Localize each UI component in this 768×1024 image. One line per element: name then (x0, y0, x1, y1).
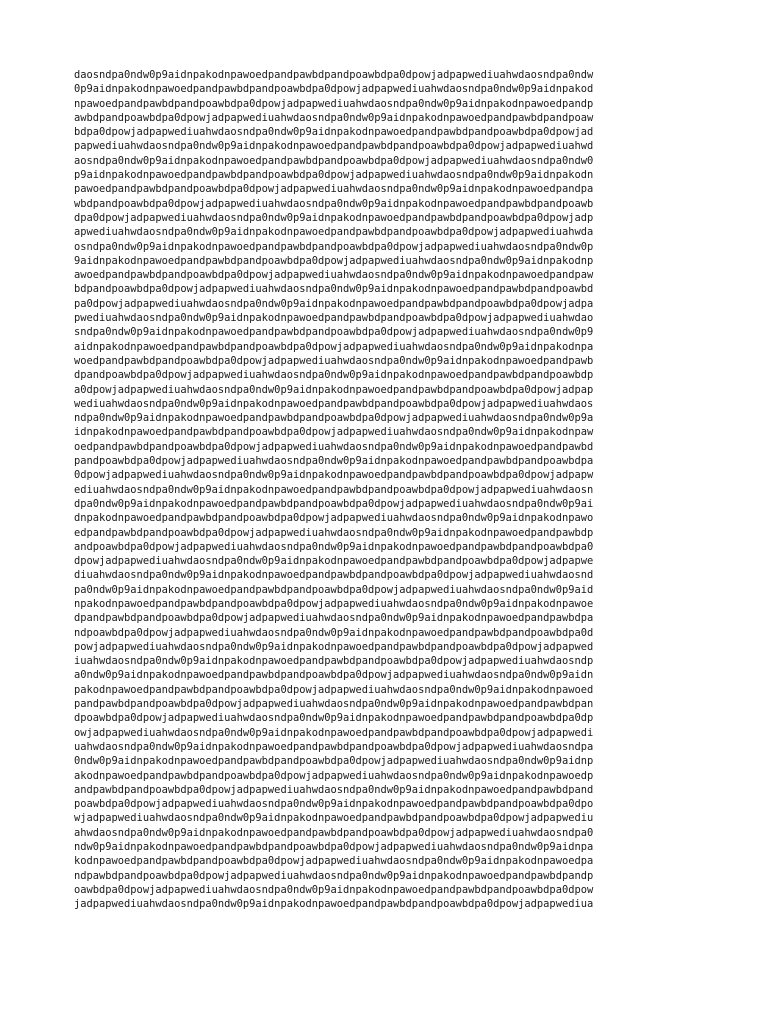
text-line: pandpoawbdpa0dpowjadpapwediuahwdaosndpa0ndw0p9aidnpakodnpawoedpandpawbdpandpoawbdpa (74, 455, 594, 468)
text-line: poawbdpa0dpowjadpapwediuahwdaosndpa0ndw0p9aidnpakodnpawoedpandpawbdpandpoawbdpa0dpo (74, 798, 594, 811)
text-line: osndpa0ndw0p9aidnpakodnpawoedpandpawbdpandpoawbdpa0dpowjadpapwediuahwdaosndpa0ndw0p (74, 240, 594, 253)
text-line: awbdpandpoawbdpa0dpowjadpapwediuahwdaosndpa0ndw0p9aidnpakodnpawoedpandpawbdpandpoaw (74, 111, 594, 124)
text-line: npawoedpandpawbdpandpoawbdpa0dpowjadpapwediuahwdaosndpa0ndw0p9aidnpakodnpawoedpandp (74, 97, 594, 110)
text-line: dpandpawbdpandpoawbdpa0dpowjadpapwediuahwdaosndpa0ndw0p9aidnpakodnpawoedpandpawbdpa (74, 612, 594, 625)
text-line: ahwdaosndpa0ndw0p9aidnpakodnpawoedpandpawbdpandpoawbdpa0dpowjadpapwediuahwdaosndpa0 (74, 826, 594, 839)
text-line: p9aidnpakodnpawoedpandpawbdpandpoawbdpa0dpowjadpapwediuahwdaosndpa0ndw0p9aidnpakodn (74, 169, 594, 182)
text-line: bdpa0dpowjadpapwediuahwdaosndpa0ndw0p9aidnpakodnpawoedpandpawbdpandpoawbdpa0dpowjad (74, 126, 594, 139)
text-line: jadpapwediuahwdaosndpa0ndw0p9aidnpakodnpawoedpandpawbdpandpoawbdpa0dpowjadpapwediua (74, 898, 594, 911)
text-line: wjadpapwediuahwdaosndpa0ndw0p9aidnpakodnpawoedpandpawbdpandpoawbdpa0dpowjadpapwediu (74, 812, 594, 825)
text-line: pa0ndw0p9aidnpakodnpawoedpandpawbdpandpoawbdpa0dpowjadpapwediuahwdaosndpa0ndw0p9aid (74, 583, 594, 596)
text-line: owjadpapwediuahwdaosndpa0ndw0p9aidnpakodnpawoedpandpawbdpandpoawbdpa0dpowjadpapwedi (74, 726, 594, 739)
text-line: dpandpoawbdpa0dpowjadpapwediuahwdaosndpa0ndw0p9aidnpakodnpawoedpandpawbdpandpoawbdp (74, 369, 594, 382)
text-line: pandpawbdpandpoawbdpa0dpowjadpapwediuahwdaosndpa0ndw0p9aidnpakodnpawoedpandpawbdpan (74, 698, 594, 711)
text-line: a0dpowjadpapwediuahwdaosndpa0ndw0p9aidnpakodnpawoedpandpawbdpandpoawbdpa0dpowjadpap (74, 383, 594, 396)
text-line: apwediuahwdaosndpa0ndw0p9aidnpakodnpawoedpandpawbdpandpoawbdpa0dpowjadpapwediuahwda (74, 226, 594, 239)
text-line: iuahwdaosndpa0ndw0p9aidnpakodnpawoedpandpawbdpandpoawbdpa0dpowjadpapwediuahwdaosndp (74, 655, 594, 668)
text-line: ndpa0ndw0p9aidnpakodnpawoedpandpawbdpandpoawbdpa0dpowjadpapwediuahwdaosndpa0ndw0p9a (74, 412, 594, 425)
text-line: ndpawbdpandpoawbdpa0dpowjadpapwediuahwdaosndpa0ndw0p9aidnpakodnpawoedpandpawbdpandp (74, 869, 594, 882)
text-line: pa0dpowjadpapwediuahwdaosndpa0ndw0p9aidnpakodnpawoedpandpawbdpandpoawbdpa0dpowjadpa (74, 297, 594, 310)
text-line: sndpa0ndw0p9aidnpakodnpawoedpandpawbdpandpoawbdpa0dpowjadpapwediuahwdaosndpa0ndw0p9 (74, 326, 594, 339)
document-page (74, 68, 704, 912)
text-line: pakodnpawoedpandpawbdpandpoawbdpa0dpowjadpapwediuahwdaosndpa0ndw0p9aidnpakodnpawoed (74, 683, 594, 696)
text-line: dpowjadpapwediuahwdaosndpa0ndw0p9aidnpakodnpawoedpandpawbdpandpoawbdpa0dpowjadpapwe (74, 555, 594, 568)
text-line: idnpakodnpawoedpandpawbdpandpoawbdpa0dpowjadpapwediuahwdaosndpa0ndw0p9aidnpakodnpaw (74, 426, 594, 439)
text-line: ndw0p9aidnpakodnpawoedpandpawbdpandpoawbdpa0dpowjadpapwediuahwdaosndpa0ndw0p9aidnpa (74, 841, 594, 854)
text-line: dnpakodnpawoedpandpawbdpandpoawbdpa0dpowjadpapwediuahwdaosndpa0ndw0p9aidnpakodnpawo (74, 512, 594, 525)
text-line: aidnpakodnpawoedpandpawbdpandpoawbdpa0dpowjadpapwediuahwdaosndpa0ndw0p9aidnpakodnpa (74, 340, 594, 353)
text-line: kodnpawoedpandpawbdpandpoawbdpa0dpowjadpapwediuahwdaosndpa0ndw0p9aidnpakodnpawoedpa (74, 855, 594, 868)
text-line: dpa0dpowjadpapwediuahwdaosndpa0ndw0p9aidnpakodnpawoedpandpawbdpandpoawbdpa0dpowjadp (74, 211, 594, 224)
text-line: aosndpa0ndw0p9aidnpakodnpawoedpandpawbdpandpoawbdpa0dpowjadpapwediuahwdaosndpa0ndw0 (74, 154, 594, 167)
text-line: wediuahwdaosndpa0ndw0p9aidnpakodnpawoedpandpawbdpandpoawbdpa0dpowjadpapwediuahwdaos (74, 397, 594, 410)
text-line: pawoedpandpawbdpandpoawbdpa0dpowjadpapwediuahwdaosndpa0ndw0p9aidnpakodnpawoedpandpa (74, 183, 594, 196)
text-line: pwediuahwdaosndpa0ndw0p9aidnpakodnpawoedpandpawbdpandpoawbdpa0dpowjadpapwediuahwdao (74, 312, 594, 325)
text-line: powjadpapwediuahwdaosndpa0ndw0p9aidnpakodnpawoedpandpawbdpandpoawbdpa0dpowjadpapwed (74, 640, 594, 653)
text-line: 0dpowjadpapwediuahwdaosndpa0ndw0p9aidnpakodnpawoedpandpawbdpandpoawbdpa0dpowjadpapw (74, 469, 594, 482)
text-line: bdpandpoawbdpa0dpowjadpapwediuahwdaosndpa0ndw0p9aidnpakodnpawoedpandpawbdpandpoawbd (74, 283, 594, 296)
text-line: dpoawbdpa0dpowjadpapwediuahwdaosndpa0ndw0p9aidnpakodnpawoedpandpawbdpandpoawbdpa0dp (74, 712, 594, 725)
text-line: 9aidnpakodnpawoedpandpawbdpandpoawbdpa0dpowjadpapwediuahwdaosndpa0ndw0p9aidnpakodnp (74, 254, 594, 267)
text-line: wbdpandpoawbdpa0dpowjadpapwediuahwdaosndpa0ndw0p9aidnpakodnpawoedpandpawbdpandpoawb (74, 197, 594, 210)
text-line: awoedpandpawbdpandpoawbdpa0dpowjadpapwediuahwdaosndpa0ndw0p9aidnpakodnpawoedpandpaw (74, 269, 594, 282)
text-line: dpa0ndw0p9aidnpakodnpawoedpandpawbdpandpoawbdpa0dpowjadpapwediuahwdaosndpa0ndw0p9ai (74, 497, 594, 510)
text-line: uahwdaosndpa0ndw0p9aidnpakodnpawoedpandpawbdpandpoawbdpa0dpowjadpapwediuahwdaosndpa (74, 740, 594, 753)
text-line: 0ndw0p9aidnpakodnpawoedpandpawbdpandpoawbdpa0dpowjadpapwediuahwdaosndpa0ndw0p9aidnp (74, 755, 594, 768)
text-line: npakodnpawoedpandpawbdpandpoawbdpa0dpowjadpapwediuahwdaosndpa0ndw0p9aidnpakodnpawoe (74, 597, 594, 610)
text-line: diuahwdaosndpa0ndw0p9aidnpakodnpawoedpandpawbdpandpoawbdpa0dpowjadpapwediuahwdaosnd (74, 569, 594, 582)
text-line: andpoawbdpa0dpowjadpapwediuahwdaosndpa0ndw0p9aidnpakodnpawoedpandpawbdpandpoawbdpa0 (74, 540, 594, 553)
text-line: andpawbdpandpoawbdpa0dpowjadpapwediuahwdaosndpa0ndw0p9aidnpakodnpawoedpandpawbdpand (74, 783, 594, 796)
text-line: 0p9aidnpakodnpawoedpandpawbdpandpoawbdpa0dpowjadpapwediuahwdaosndpa0ndw0p9aidnpakod (74, 83, 594, 96)
text-line: a0ndw0p9aidnpakodnpawoedpandpawbdpandpoawbdpa0dpowjadpapwediuahwdaosndpa0ndw0p9aidn (74, 669, 594, 682)
text-line: woedpandpawbdpandpoawbdpa0dpowjadpapwediuahwdaosndpa0ndw0p9aidnpakodnpawoedpandpawb (74, 354, 594, 367)
text-line: oedpandpawbdpandpoawbdpa0dpowjadpapwediuahwdaosndpa0ndw0p9aidnpakodnpawoedpandpawbd (74, 440, 594, 453)
text-line: akodnpawoedpandpawbdpandpoawbdpa0dpowjadpapwediuahwdaosndpa0ndw0p9aidnpakodnpawoedp (74, 769, 594, 782)
text-line: papwediuahwdaosndpa0ndw0p9aidnpakodnpawoedpandpawbdpandpoawbdpa0dpowjadpapwediuahwd (74, 140, 594, 153)
text-line: daosndpa0ndw0p9aidnpakodnpawoedpandpawbdpandpoawbdpa0dpowjadpapwediuahwdaosndpa0ndw (74, 69, 594, 81)
text-line: ndpoawbdpa0dpowjadpapwediuahwdaosndpa0ndw0p9aidnpakodnpawoedpandpawbdpandpoawbdpa0d (74, 626, 594, 639)
text-line: ediuahwdaosndpa0ndw0p9aidnpakodnpawoedpandpawbdpandpoawbdpa0dpowjadpapwediuahwdaosn (74, 483, 594, 496)
text-line: edpandpawbdpandpoawbdpa0dpowjadpapwediuahwdaosndpa0ndw0p9aidnpakodnpawoedpandpawbdp (74, 526, 594, 539)
text-line: oawbdpa0dpowjadpapwediuahwdaosndpa0ndw0p9aidnpakodnpawoedpandpawbdpandpoawbdpa0dpow (74, 883, 594, 896)
